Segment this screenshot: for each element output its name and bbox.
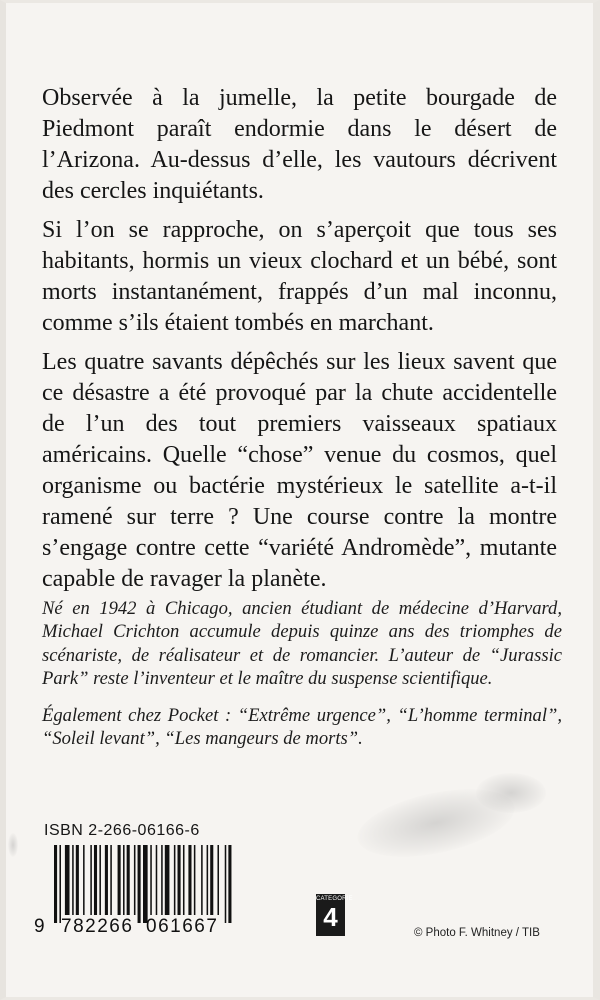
barcode-bar bbox=[54, 845, 57, 923]
barcode-bar bbox=[143, 845, 148, 923]
isbn-label: ISBN 2-266-06166-6 bbox=[44, 822, 200, 839]
barcode-bar bbox=[94, 845, 97, 915]
barcode-bar bbox=[150, 845, 152, 915]
barcode-bar bbox=[83, 845, 85, 915]
barcode-bar bbox=[194, 845, 196, 915]
barcode-bar bbox=[228, 845, 231, 923]
cover-scuff-mark bbox=[8, 833, 18, 857]
barcode-bar bbox=[65, 845, 70, 915]
barcode-bar bbox=[217, 845, 219, 915]
barcode-bar bbox=[161, 845, 163, 915]
photo-credit: © Photo F. Whitney / TIB bbox=[414, 927, 540, 939]
category-number: 4 bbox=[323, 902, 338, 932]
barcode-bar bbox=[134, 845, 136, 915]
barcode-bar bbox=[99, 845, 101, 915]
barcode-left-digits: 782266 bbox=[61, 916, 134, 937]
barcode-bar bbox=[123, 845, 125, 915]
synopsis-text bbox=[42, 83, 557, 603]
synopsis-paragraph: Les quatre savants dépêchés sur les lieux savent que ce désastre a été provoqué par la chute accidentelle de l’un des tout premiers vaisseaux spatiaux américains. Quelle “chose” venue du cosmos, quel organisme ou bactérie mystérieux le satellite a-t-il ramené sur terre ? Une course contre la montre s’engage contre cette “variété Andromède”, mutante capable de ravager la planète. bbox=[42, 349, 557, 592]
barcode-bar bbox=[127, 845, 130, 915]
barcode bbox=[54, 845, 232, 923]
barcode-bar bbox=[118, 845, 121, 915]
author-bio: Né en 1942 à Chicago, ancien étudiant de médecine d’Harvard, Michael Crichton accumule depuis quinze ans des triomphes de scénariste, de réalisateur et de romancier. L’auteur de “Jurassic Park” reste l’inventeur et le maître du suspense scientifique. bbox=[42, 598, 562, 690]
author-section bbox=[42, 597, 562, 763]
barcode-bar bbox=[165, 845, 170, 915]
barcode-bar bbox=[90, 845, 92, 915]
category-label: CATEGORIE bbox=[316, 896, 353, 902]
barcode-bar bbox=[225, 845, 227, 923]
barcode-bar bbox=[138, 845, 141, 923]
barcode-bar bbox=[210, 845, 213, 915]
also-by-list: Également chez Pocket : “Extrême urgence”, “L’homme terminal”, “Soleil levant”, “Les mangeurs de morts”. bbox=[42, 704, 562, 750]
synopsis-paragraph: Si l’on se rapproche, on s’aperçoit que tous ses habitants, hormis un vieux clochard et un bébé, sont morts instantanément, frappés d’un mal inconnu, comme s’ils étaient tombés en marchant. bbox=[42, 217, 557, 336]
barcode-bar bbox=[72, 845, 74, 915]
barcode-bar bbox=[178, 845, 181, 915]
barcode-bar bbox=[188, 845, 191, 915]
barcode-right-digits: 061667 bbox=[146, 916, 219, 937]
barcode-bar bbox=[174, 845, 176, 915]
synopsis-paragraph: Observée à la jumelle, la petite bourgade de Piedmont paraît endormie dans le désert de l’Arizona. Au-dessus d’elle, les vautours décrivent des cercles inquiétants. bbox=[42, 85, 557, 204]
barcode-bar bbox=[156, 845, 158, 915]
barcode-bar bbox=[76, 845, 79, 915]
category-badge bbox=[316, 894, 353, 936]
barcode-lead-digit: 9 bbox=[34, 916, 45, 937]
barcode-bar bbox=[59, 845, 61, 923]
barcode-bar bbox=[110, 845, 112, 915]
barcode-bar bbox=[201, 845, 203, 915]
barcode-bar bbox=[105, 845, 108, 915]
barcode-bar bbox=[183, 845, 185, 915]
cover-scuff-mark bbox=[476, 773, 546, 813]
barcode-bar bbox=[207, 845, 209, 915]
